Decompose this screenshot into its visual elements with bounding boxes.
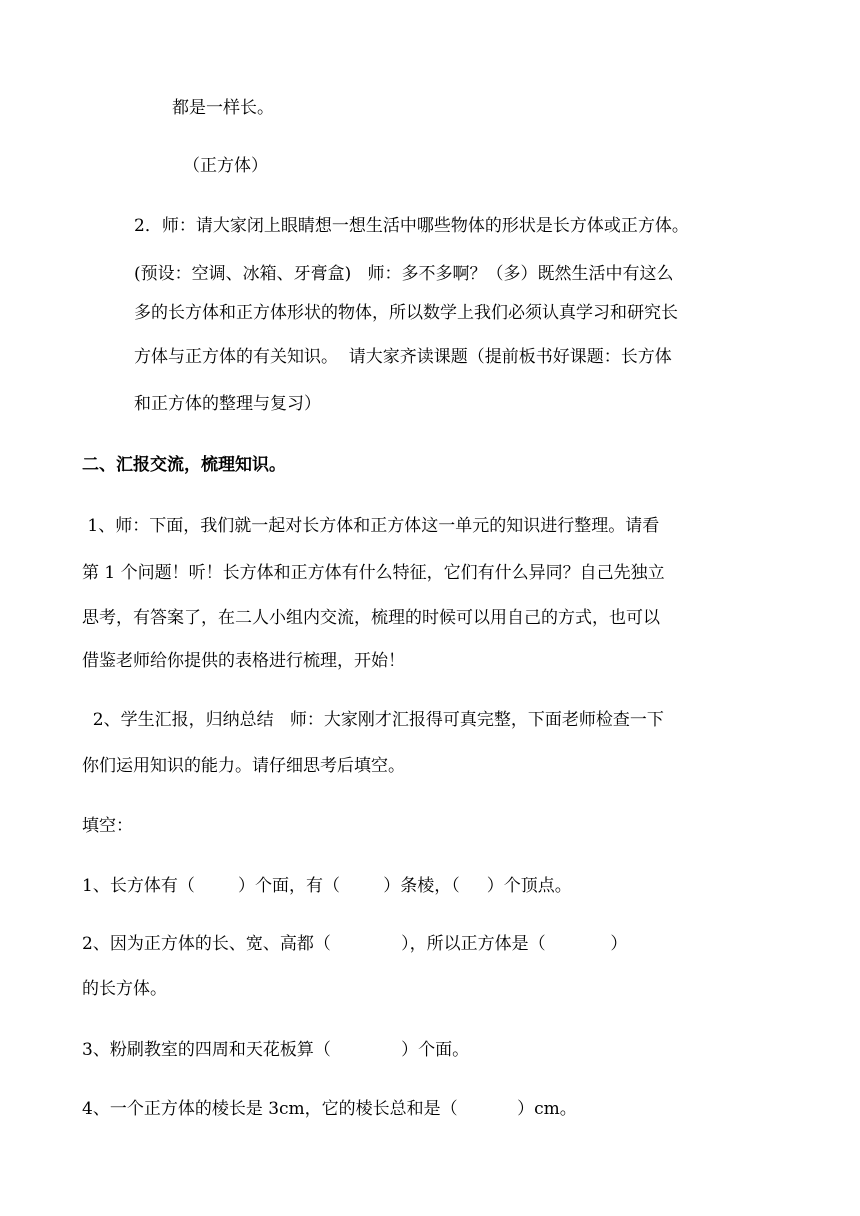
fill-question-4: 4、一个正方体的棱长是 3cm，它的棱长总和是（ ）cm。 <box>82 1099 577 1119</box>
para2-line-1: 2、学生汇报，归纳总结 师：大家刚才汇报得可真完整，下面老师检查一下 <box>82 710 664 730</box>
item2-line-4: 方体与正方体的有关知识。 请大家齐读课题（提前板书好课题：长方体 <box>134 347 672 367</box>
para1-line-1: 1、师：下面，我们就一起对长方体和正方体这一单元的知识进行整理。请看 <box>82 516 660 536</box>
para1-line-2: 第 1 个问题！听！长方体和正方体有什么特征，它们有什么异同？自己先独立 <box>82 563 665 583</box>
fill-label: 填空： <box>82 816 133 836</box>
item2-line-2: (预设：空调、冰箱、牙膏盒) 师：多不多啊？（多）既然生活中有这么 <box>134 264 674 284</box>
intro-line-2: （正方体） <box>183 156 268 176</box>
fill-question-2b: 的长方体。 <box>82 979 167 999</box>
intro-line-1: 都是一样长。 <box>172 98 274 118</box>
para1-line-3: 思考，有答案了，在二人小组内交流，梳理的时候可以用自己的方式，也可以 <box>82 608 660 628</box>
para1-line-4: 借鉴老师给你提供的表格进行梳理，开始！ <box>82 651 405 671</box>
section-heading: 二、汇报交流，梳理知识。 <box>82 455 286 475</box>
item2-line-1: 2．师：请大家闭上眼睛想一想生活中哪些物体的形状是长方体或正方体。 <box>134 216 689 236</box>
fill-question-2a: 2、因为正方体的长、宽、高都（ ），所以正方体是（ ） <box>82 934 628 954</box>
item2-line-3: 多的长方体和正方体形状的物体，所以数学上我们必须认真学习和研究长 <box>134 303 678 323</box>
para2-line-2: 你们运用知识的能力。请仔细思考后填空。 <box>82 756 405 776</box>
fill-question-3: 3、粉刷教室的四周和天花板算（ ）个面。 <box>82 1040 470 1060</box>
fill-question-1: 1、长方体有（ ）个面，有（ ）条棱，（ ）个顶点。 <box>82 876 572 896</box>
item2-line-5: 和正方体的整理与复习） <box>134 394 321 414</box>
